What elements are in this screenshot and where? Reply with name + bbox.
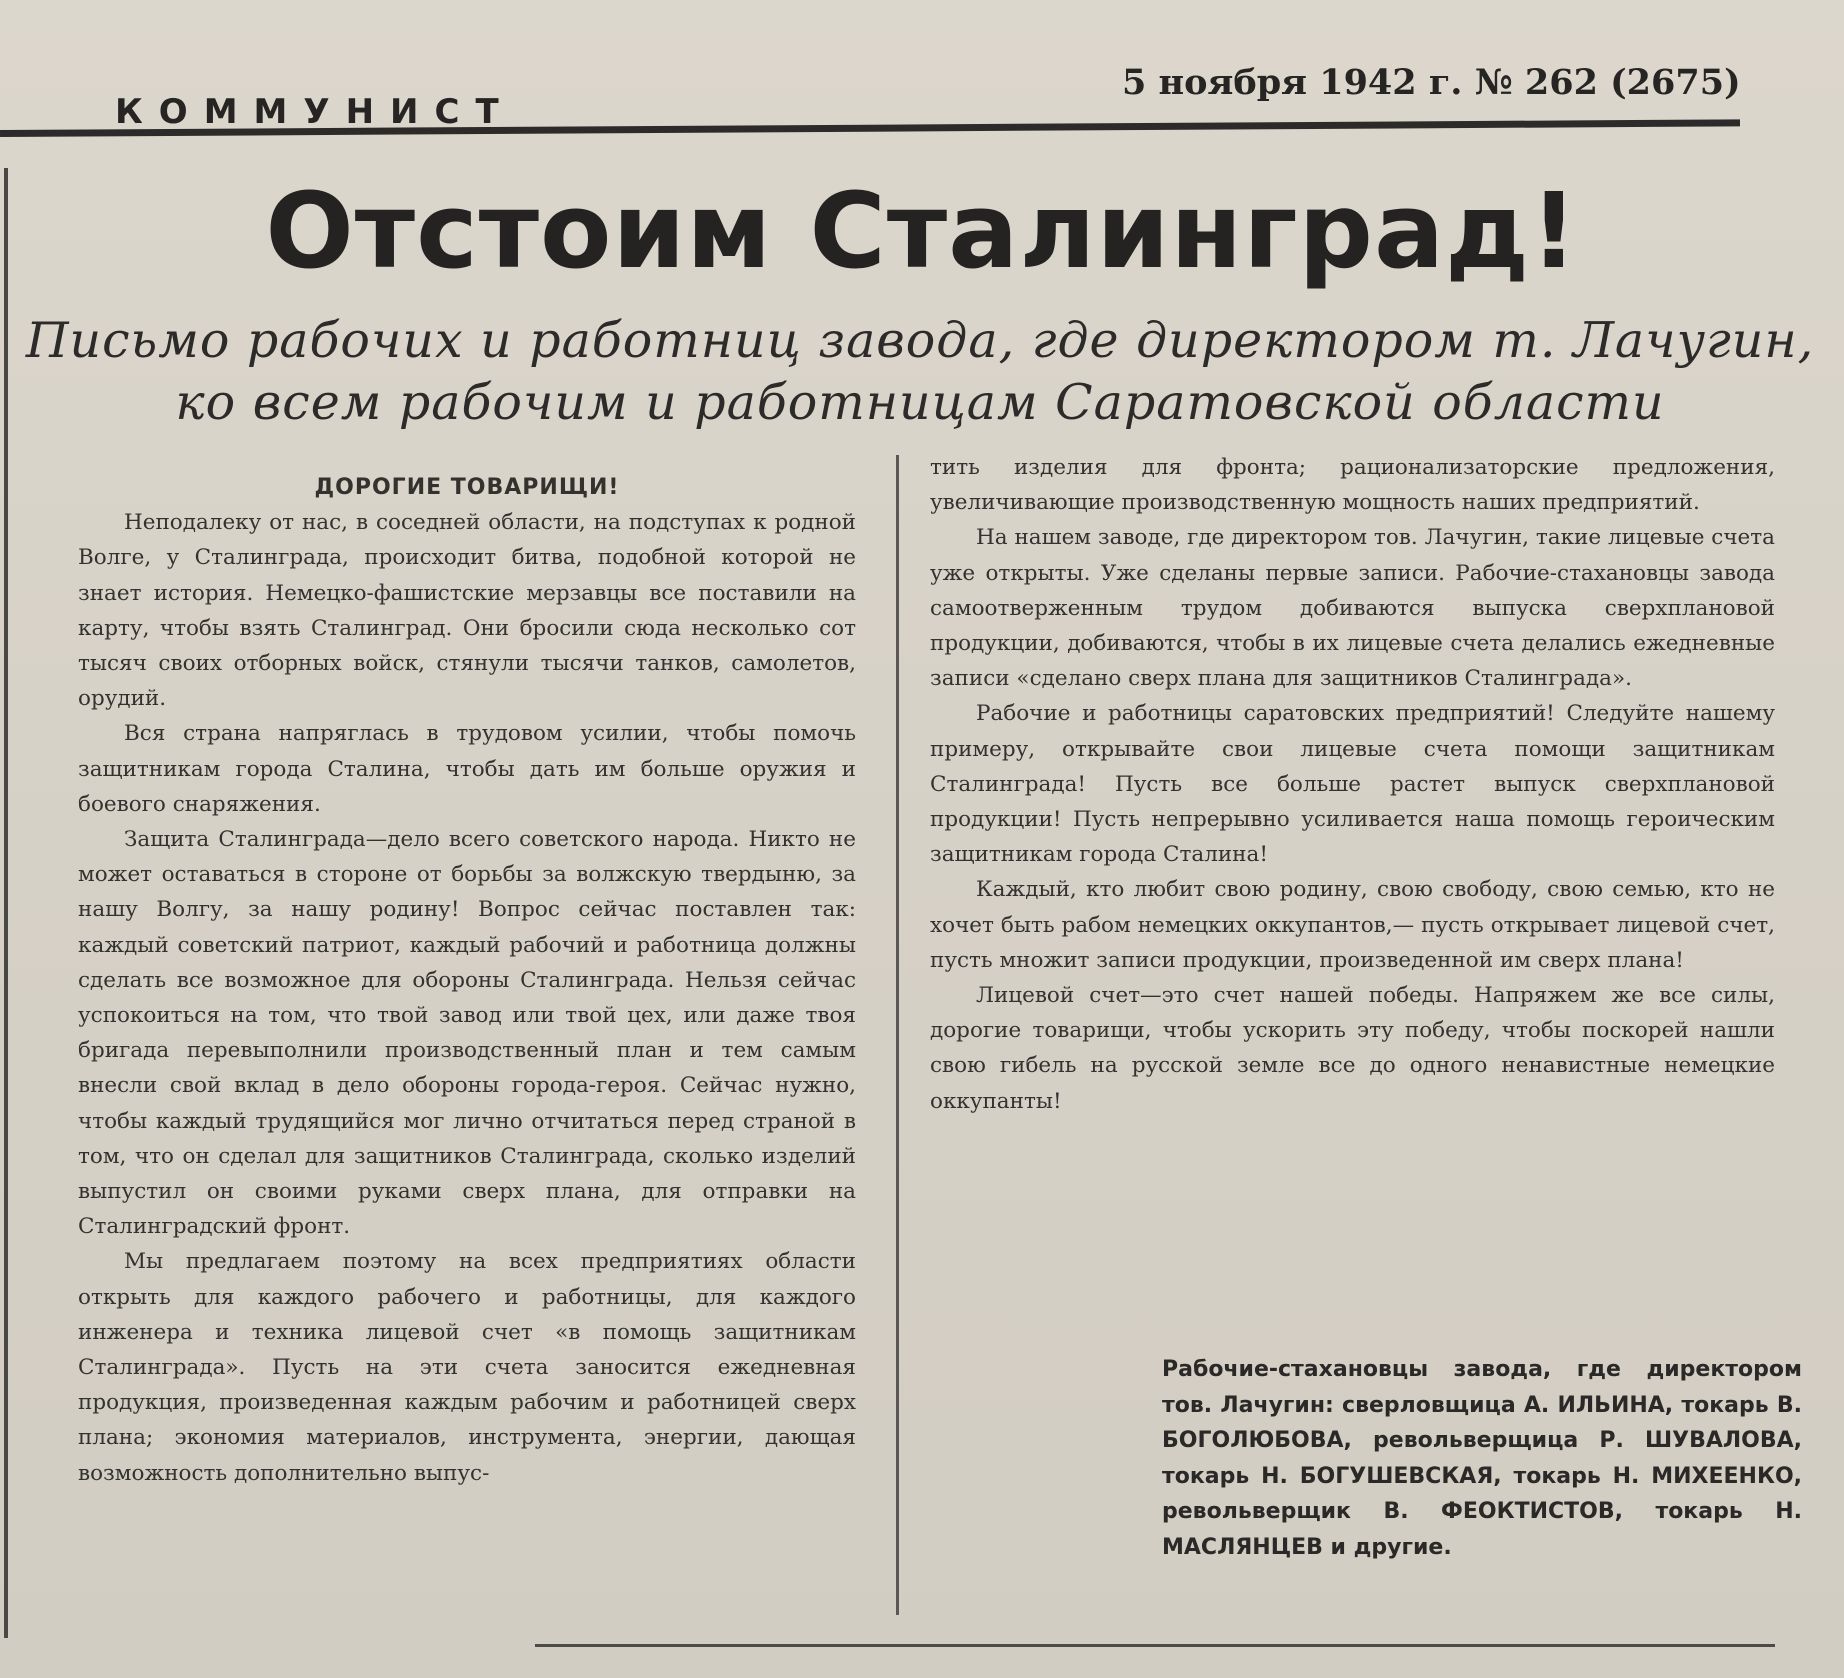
left-column: [78, 470, 856, 1491]
column-divider: [896, 455, 899, 1615]
bottom-rule: [535, 1644, 1775, 1647]
subtitle: [20, 310, 1820, 434]
left-border: [4, 168, 8, 1638]
signature-block: Рабочие-стахановцы завода, где директором тов. Лачугин: сверловщица А. ИЛЬИНА, токарь В. БОГОЛЮБОВА, револьверщица Р. ШУВАЛОВА, токарь Н. БОГУШЕВСКАЯ, токарь Н. МИХЕЕНКО, револьверщик В. ФЕОКТИСТОВ, токарь Н. МАСЛЯНЦЕВ и другие.: [1162, 1357, 1802, 1560]
right-paragraph-3: Рабочие и работницы саратовских предприятий! Следуйте нашему примеру, открывайте свои лицевые счета помощи защитникам Сталинграда! Пусть все больше растет выпуск сверхплановой продукции! Пусть непрерывно усиливается наша помощь героическим защитникам города Сталина!: [930, 701, 1775, 868]
left-paragraph-3: Защита Сталинграда—дело всего советского народа. Никто не может оставаться в стороне от борьбы за волжскую твердыню, за нашу Волгу, за нашу родину! Вопрос сейчас поставлен так: каждый советский патриот, каждый рабочий и работница должны сделать все возможное для обороны Сталинграда. Нельзя сейчас успокоиться на том, что твой завод или твой цех, или даже твоя бригада перевыполнили производственный план и тем самым внесли свой вклад в дело обороны города-героя. Сейчас нужно, чтобы каждый трудящийся мог лично отчитаться перед страной в том, что он сделал для защитников Сталинграда, сколько изделий выпустил он своими руками сверх плана, для отправки на Сталинградский фронт.: [78, 827, 856, 1240]
dateline: 5 ноября 1942 г. № 262 (2675): [1122, 62, 1741, 103]
right-paragraph-4: Каждый, кто любит свою родину, свою свободу, свою семью, кто не хочет быть рабом немецких оккупантов,— пусть открывает лицевой счет, пусть множит записи продукции, произведенной им сверх плана!: [930, 877, 1775, 973]
subtitle-line-1: Письмо рабочих и работниц завода, где директором т. Лачугин,: [25, 312, 1815, 369]
left-paragraph-2: Вся страна напряглась в трудовом усилии, чтобы помочь защитникам города Сталина, чтобы дать им больше оружия и боевого снаряжения.: [78, 721, 856, 817]
headline: Отстоим Сталинград!: [265, 170, 1579, 292]
left-paragraph-1: Неподалеку от нас, в соседней области, на подступах к родной Волге, у Сталинграда, происходит битва, подобной которой не знает история. Немецко-фашистские мерзавцы все поставили на карту, чтобы взять Сталинград. Они бросили сюда несколько сот тысяч своих отборных войск, стянули тысячи танков, самолетов, орудий.: [78, 510, 856, 712]
masthead: КОММУНИСТ: [115, 92, 515, 132]
right-paragraph-5: Лицевой счет—это счет нашей победы. Напряжем же все силы, дорогие товарищи, чтобы ускорить эту победу, чтобы поскорей нашли свою гибель на русской земле все до одного ненавистные немецкие оккупанты!: [930, 983, 1775, 1114]
left-paragraph-4: Мы предлагаем поэтому на всех предприятиях области открыть для каждого рабочего и работницы, для каждого инженера и техника лицевой счет «в помощь защитникам Сталинграда». Пусть на эти счета заносится ежедневная продукция, произведенная каждым рабочим и работницей сверх плана; экономия материалов, инструмента, энергии, дающая возможность дополнительно выпус-: [78, 1249, 856, 1486]
salutation: ДОРОГИЕ ТОВАРИЩИ!: [314, 475, 620, 500]
right-column: [930, 450, 1775, 1119]
right-paragraph-1: тить изделия для фронта; рационализаторские предложения, увеличивающие производственную мощность наших предприятий.: [930, 455, 1775, 516]
right-paragraph-2: На нашем заводе, где директором тов. Лачугин, такие лицевые счета уже открыты. Уже сделаны первые записи. Рабочие-стахановцы завода самоотверженным трудом добиваются выпуска сверхплановой продукции, добиваются, чтобы в их лицевые счета делались ежедневные записи «сделано сверх плана для защитников Сталинграда».: [930, 525, 1775, 692]
subtitle-line-2: ко всем рабочим и работницам Саратовской области: [175, 374, 1665, 431]
